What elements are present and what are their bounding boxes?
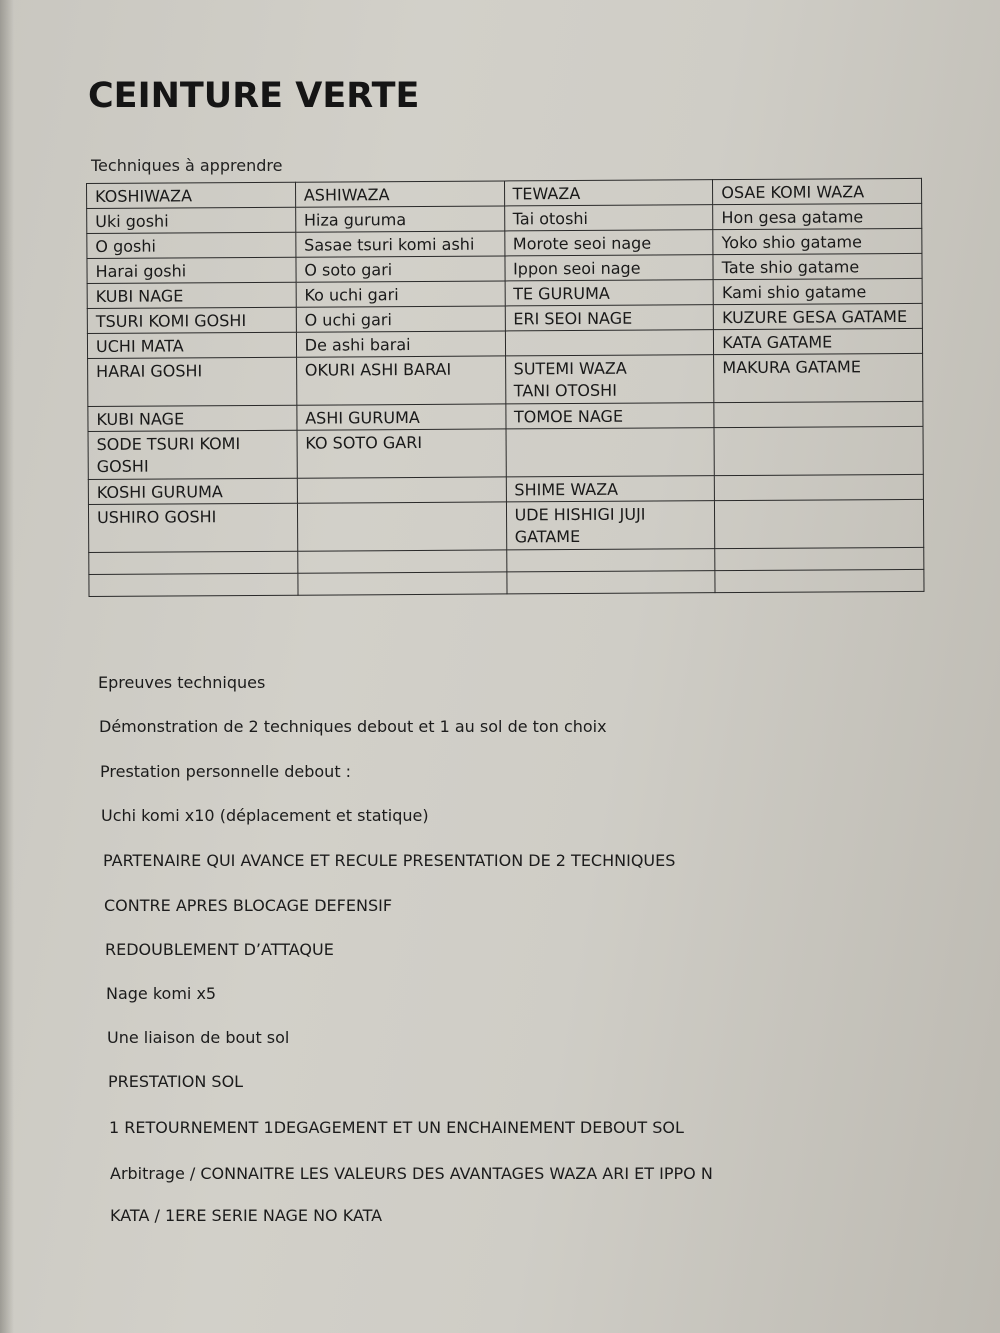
table-cell: SHIME WAZA xyxy=(506,476,715,502)
table-cell xyxy=(298,572,507,595)
table-cell: TSURI KOMI GOSHI xyxy=(87,307,296,333)
table-cell xyxy=(714,426,923,475)
table-cell xyxy=(715,499,924,548)
table-cell: ASHI GURUMA xyxy=(297,404,506,430)
epreuve-line: 1 RETOURNEMENT 1DEGAGEMENT ET UN ENCHAINEMENT DEBOUT SOL xyxy=(109,1118,684,1137)
table-cell: Hiza guruma xyxy=(295,206,504,232)
table-cell xyxy=(714,401,923,427)
epreuves-heading: Epreuves techniques xyxy=(98,673,266,692)
table-cell: KO SOTO GARI xyxy=(297,429,506,478)
table-cell: ERI SEOI NAGE xyxy=(505,305,714,331)
table-cell: Tai otoshi xyxy=(504,205,713,231)
table-cell xyxy=(506,571,715,594)
table-row xyxy=(88,353,923,406)
table-cell xyxy=(715,474,924,500)
table-cell: KUBI NAGE xyxy=(87,282,296,308)
table-cell: KATA GATAME xyxy=(714,328,923,354)
page-edge-shadow xyxy=(0,0,14,1333)
table-cell: USHIRO GOSHI xyxy=(88,503,297,552)
table-cell: SUTEMI WAZA TANI OTOSHI xyxy=(505,355,714,404)
header-koshiwaza: KOSHIWAZA xyxy=(87,182,296,208)
techniques-table xyxy=(86,178,925,597)
table-cell xyxy=(298,550,507,573)
table-cell: UDE HISHIGI JUJI GATAME xyxy=(506,501,715,550)
epreuve-line: Démonstration de 2 techniques debout et 1 au sol de ton choix xyxy=(99,717,607,736)
table-cell xyxy=(89,551,298,574)
table-cell xyxy=(505,330,714,356)
table-cell: Harai goshi xyxy=(87,257,296,283)
table-cell: Sasae tsuri komi ashi xyxy=(296,231,505,257)
table-cell xyxy=(297,502,506,551)
epreuve-line: Nage komi x5 xyxy=(106,984,217,1003)
table-cell: Yoko shio gatame xyxy=(713,228,922,254)
page-title: CEINTURE VERTE xyxy=(88,76,420,116)
table-cell: KUBI NAGE xyxy=(88,405,297,431)
table-cell: HARAI GOSHI xyxy=(88,357,297,406)
table-cell: Kami shio gatame xyxy=(713,278,922,304)
table-row xyxy=(88,499,923,552)
header-tewaza: TEWAZA xyxy=(504,180,713,206)
table-cell: UCHI MATA xyxy=(87,332,296,358)
table-cell: MAKURA GATAME xyxy=(714,353,923,402)
header-osae-komi-waza: OSAE KOMI WAZA xyxy=(713,178,922,204)
table-row xyxy=(88,426,923,479)
subtitle: Techniques à apprendre xyxy=(91,156,283,175)
table-cell xyxy=(297,477,506,503)
epreuve-line: Une liaison de bout sol xyxy=(107,1028,290,1047)
table-cell xyxy=(506,428,715,477)
epreuve-line: Arbitrage / CONNAITRE LES VALEURS DES AVANTAGES WAZA ARI ET IPPO N xyxy=(110,1164,713,1183)
epreuve-line: Uchi komi x10 (déplacement et statique) xyxy=(101,806,429,825)
table-cell: TE GURUMA xyxy=(505,280,714,306)
techniques-table-wrapper xyxy=(86,178,925,597)
epreuve-line: REDOUBLEMENT D’ATTAQUE xyxy=(105,940,334,959)
table-cell: O goshi xyxy=(87,232,296,258)
epreuve-line: KATA / 1ERE SERIE NAGE NO KATA xyxy=(110,1206,383,1225)
table-cell: SODE TSURI KOMI GOSHI xyxy=(88,430,297,479)
table-cell xyxy=(715,547,924,570)
epreuve-line: PRESTATION SOL xyxy=(108,1072,244,1091)
table-cell: OKURI ASHI BARAI xyxy=(296,356,505,405)
table-cell: Ko uchi gari xyxy=(296,281,505,307)
table-row xyxy=(89,569,924,596)
table-cell: De ashi barai xyxy=(296,331,505,357)
table-cell: Tate shio gatame xyxy=(713,253,922,279)
table-cell: Hon gesa gatame xyxy=(713,203,922,229)
table-cell: TOMOE NAGE xyxy=(505,403,714,429)
epreuve-line: PARTENAIRE QUI AVANCE ET RECULE PRESENTATION DE 2 TECHNIQUES xyxy=(103,851,676,870)
table-cell: KUZURE GESA GATAME xyxy=(714,303,923,329)
epreuve-line: Prestation personnelle debout : xyxy=(100,762,352,781)
table-cell: Uki goshi xyxy=(87,207,296,233)
table-cell: KOSHI GURUMA xyxy=(88,478,297,504)
epreuve-line: CONTRE APRES BLOCAGE DEFENSIF xyxy=(104,896,393,915)
table-cell xyxy=(715,569,924,592)
table-cell: Ippon seoi nage xyxy=(504,255,713,281)
table-cell xyxy=(506,549,715,572)
table-cell: Morote seoi nage xyxy=(504,230,713,256)
table-cell xyxy=(89,573,298,596)
table-cell: O uchi gari xyxy=(296,306,505,332)
header-ashiwaza: ASHIWAZA xyxy=(295,181,504,207)
table-cell: O soto gari xyxy=(296,256,505,282)
